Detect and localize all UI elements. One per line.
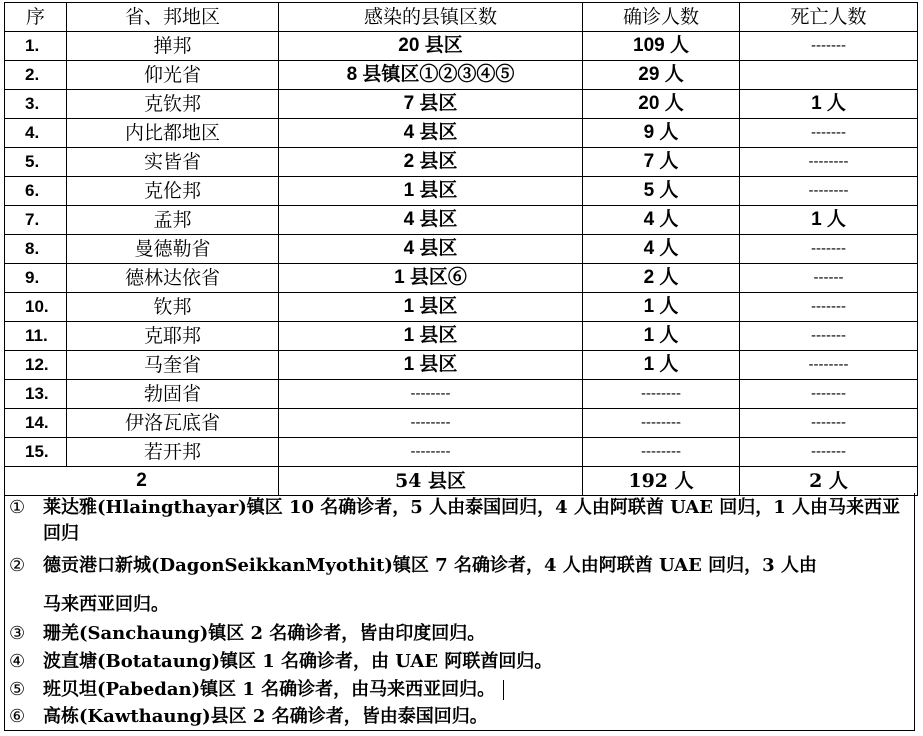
table-row (5, 380, 918, 409)
table-row (5, 322, 918, 351)
confirmed-cases: 7 人 (583, 148, 740, 177)
confirmed-cases: 1 人 (583, 322, 740, 351)
total-cases: 192 人 (583, 467, 740, 496)
confirmed-cases: 109 人 (583, 32, 740, 61)
row-number: 12. (5, 351, 67, 380)
footnote-text: 班贝坦(Pabedan)镇区 1 名确诊者，由马来西亚回归。 (43, 679, 496, 700)
row-number: 5. (5, 148, 67, 177)
infected-areas: -------- (279, 438, 583, 467)
footnote-3 (9, 621, 909, 647)
footnote-text: 德贡港口新城(DagonSeikkanMyothit)镇区 7 名确诊者，4 人由阿联酋 UAE 回归，3 人由 (43, 555, 817, 576)
region-name: 若开邦 (67, 438, 279, 467)
deaths: -------- (740, 177, 918, 206)
footnote-2-cont (43, 592, 909, 618)
table-row (5, 438, 918, 467)
covid-cases-table (4, 2, 918, 496)
table-row (5, 235, 918, 264)
total-row (5, 467, 918, 496)
region-name: 钦邦 (67, 293, 279, 322)
header-no: 序 (5, 3, 67, 32)
footnotes (4, 493, 915, 731)
header-deaths: 死亡人数 (740, 3, 918, 32)
confirmed-cases: 1 人 (583, 293, 740, 322)
region-name: 伊洛瓦底省 (67, 409, 279, 438)
table-row (5, 119, 918, 148)
infected-areas: 20 县区 (279, 32, 583, 61)
footnote-text: 莱达雅(Hlaingthayar)镇区 10 名确诊者，5 人由泰国回归，4 人由阿联酋 UAE 回归，1 人由马来西亚回归 (43, 497, 901, 544)
deaths: -------- (740, 351, 918, 380)
region-name: 克耶邦 (67, 322, 279, 351)
deaths: ------- (740, 322, 918, 351)
confirmed-cases: 29 人 (583, 61, 740, 90)
infected-areas: 4 县区 (279, 119, 583, 148)
infected-areas: 4 县区 (279, 206, 583, 235)
confirmed-cases: 4 人 (583, 206, 740, 235)
table-row (5, 293, 918, 322)
row-number: 3. (5, 90, 67, 119)
infected-areas: 7 县区 (279, 90, 583, 119)
row-number: 7. (5, 206, 67, 235)
footnote-1 (9, 495, 909, 547)
footnote-text: 马来西亚回归。 (43, 594, 169, 615)
table-row (5, 61, 918, 90)
footnote-text: 高栋(Kawthaung)县区 2 名确诊者，皆由泰国回归。 (43, 706, 488, 727)
infected-areas: -------- (279, 409, 583, 438)
table-row (5, 177, 918, 206)
deaths: 1 人 (740, 206, 918, 235)
table-row (5, 206, 918, 235)
region-name: 掸邦 (67, 32, 279, 61)
header-cases: 确诊人数 (583, 3, 740, 32)
deaths: ------- (740, 438, 918, 467)
region-name: 德林达依省 (67, 264, 279, 293)
deaths: ------- (740, 293, 918, 322)
footnote-2 (9, 553, 909, 579)
footnote-6 (9, 704, 909, 730)
row-number: 15. (5, 438, 67, 467)
row-number: 9. (5, 264, 67, 293)
confirmed-cases: 9 人 (583, 119, 740, 148)
deaths: 1 人 (740, 90, 918, 119)
confirmed-cases: -------- (583, 438, 740, 467)
deaths: ------- (740, 119, 918, 148)
row-number: 1. (5, 32, 67, 61)
confirmed-cases: 20 人 (583, 90, 740, 119)
infected-areas: 1 县区 (279, 351, 583, 380)
footnote-mark: ④ (9, 651, 26, 672)
infected-areas: 2 县区 (279, 148, 583, 177)
row-number: 2. (5, 61, 67, 90)
region-name: 马奎省 (67, 351, 279, 380)
table-row (5, 148, 918, 177)
header-areas: 感染的县镇区数 (279, 3, 583, 32)
text-cursor (503, 680, 504, 700)
row-number: 6. (5, 177, 67, 206)
deaths: ------- (740, 380, 918, 409)
confirmed-cases: -------- (583, 409, 740, 438)
infected-areas: 1 县区⑥ (279, 264, 583, 293)
confirmed-cases: -------- (583, 380, 740, 409)
footnote-text: 波直塘(Botataung)镇区 1 名确诊者，由 UAE 阿联酋回归。 (43, 651, 553, 672)
confirmed-cases: 5 人 (583, 177, 740, 206)
table-row (5, 264, 918, 293)
region-name: 曼德勒省 (67, 235, 279, 264)
row-number: 11. (5, 322, 67, 351)
total-deaths: 2 人 (740, 467, 918, 496)
row-number: 8. (5, 235, 67, 264)
infected-areas: 8 县镇区①②③④⑤ (279, 61, 583, 90)
footnote-mark: ① (9, 497, 26, 518)
table-row (5, 90, 918, 119)
footnote-5 (9, 677, 909, 703)
region-name: 克伦邦 (67, 177, 279, 206)
deaths: ------- (740, 32, 918, 61)
footnote-mark: ⑤ (9, 679, 26, 700)
footnote-4 (9, 649, 909, 675)
region-name: 实皆省 (67, 148, 279, 177)
infected-areas: 1 县区 (279, 177, 583, 206)
footnote-mark: ② (9, 555, 26, 576)
region-name: 内比都地区 (67, 119, 279, 148)
table-row (5, 351, 918, 380)
total-areas: 54 县区 (279, 467, 583, 496)
infected-areas: 4 县区 (279, 235, 583, 264)
deaths: ------ (740, 264, 918, 293)
header-row (5, 3, 918, 32)
total-label: 2 (5, 467, 279, 496)
header-region: 省、邦地区 (67, 3, 279, 32)
footnote-text: 珊羌(Sanchaung)镇区 2 名确诊者，皆由印度回归。 (43, 623, 486, 644)
table-row (5, 409, 918, 438)
region-name: 仰光省 (67, 61, 279, 90)
row-number: 4. (5, 119, 67, 148)
footnote-mark: ③ (9, 623, 26, 644)
region-name: 克钦邦 (67, 90, 279, 119)
infected-areas: 1 县区 (279, 322, 583, 351)
deaths (740, 61, 918, 90)
region-name: 孟邦 (67, 206, 279, 235)
infected-areas: -------- (279, 380, 583, 409)
footnote-mark: ⑥ (9, 706, 26, 727)
infected-areas: 1 县区 (279, 293, 583, 322)
confirmed-cases: 2 人 (583, 264, 740, 293)
row-number: 14. (5, 409, 67, 438)
row-number: 10. (5, 293, 67, 322)
row-number: 13. (5, 380, 67, 409)
table-row (5, 32, 918, 61)
deaths: -------- (740, 148, 918, 177)
deaths: ------- (740, 409, 918, 438)
region-name: 勃固省 (67, 380, 279, 409)
confirmed-cases: 4 人 (583, 235, 740, 264)
confirmed-cases: 1 人 (583, 351, 740, 380)
deaths: ------- (740, 235, 918, 264)
